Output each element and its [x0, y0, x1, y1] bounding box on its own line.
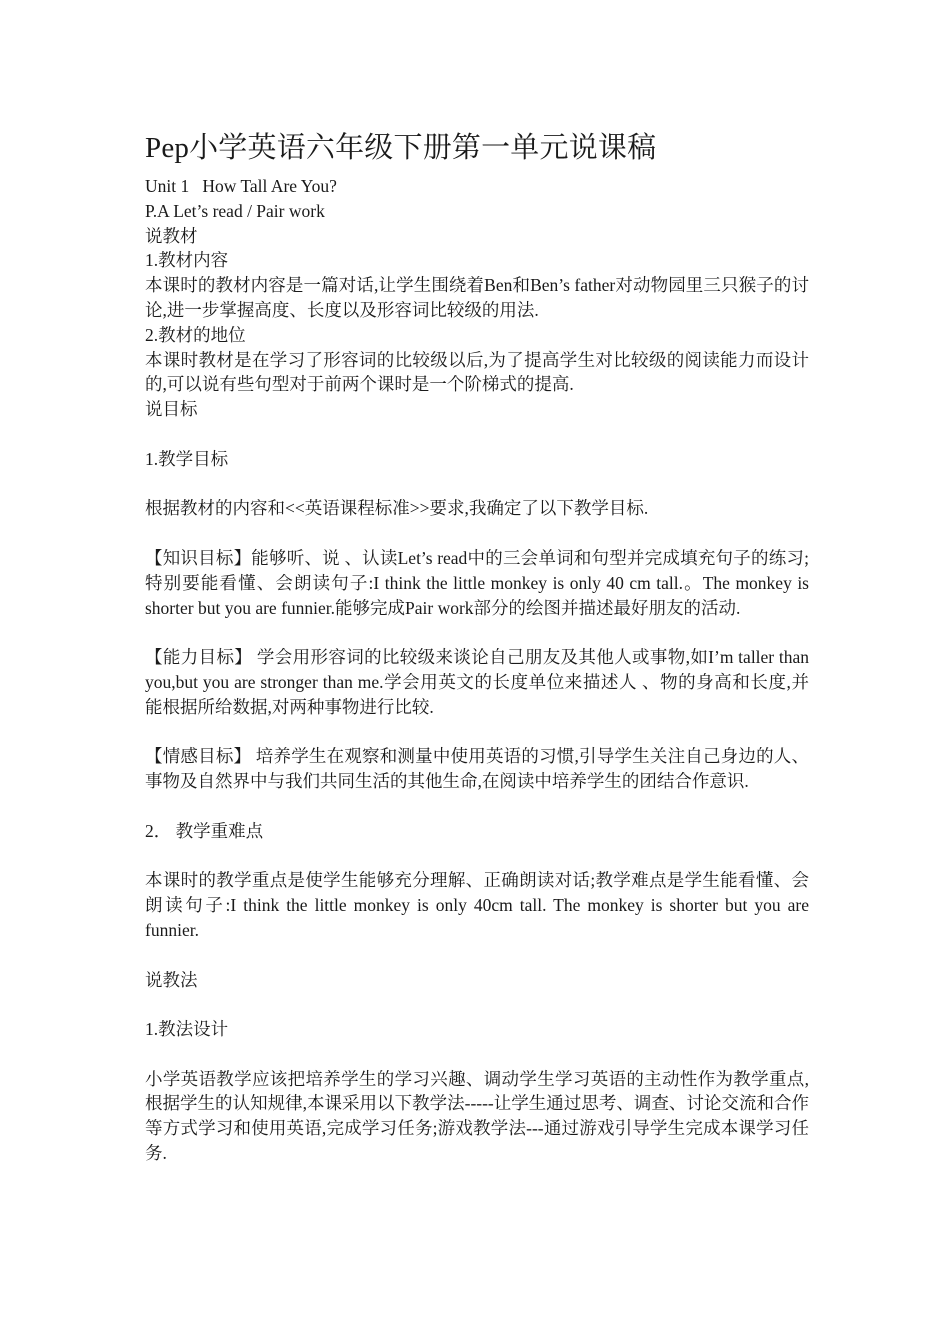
ability-goal-paragraph: 【能力目标】 学会用形容词的比较级来谈论自己朋友及其他人或事物,如I’m taller than you,but you are stronger than me.学会用英文的长度单位来描述人 、物的身高和长度,并能根据所给数据,对两种事物进行比较.	[145, 647, 809, 717]
goals-heading: 1.教学目标	[145, 448, 229, 469]
material-content-heading: 1.教材内容	[145, 250, 229, 271]
section-heading-methods: 说教法	[145, 969, 198, 990]
spacer	[145, 472, 809, 497]
spacer	[145, 794, 809, 819]
spacer	[145, 422, 809, 447]
spacer	[145, 521, 809, 546]
knowledge-goal-paragraph: 【知识目标】能够听、说 、认读Let’s read中的三会单词和句型并完成填充句子的练习;特别要能看懂、会朗读句子:I think the little monkey is only 40 cm tall.。The monkey is shorter but you are funnier.能够完成Pair work部分的绘图并描述最好朋友的活动.	[145, 547, 809, 618]
material-position-paragraph: 本课时教材是在学习了形容词的比较级以后,为了提高学生对比较级的阅读能力而设计的,可以说有些句型对于前两个课时是一个阶梯式的提高.	[145, 349, 809, 395]
spacer	[145, 992, 809, 1017]
material-position-heading: 2.教材的地位	[145, 324, 246, 345]
emotion-goal-paragraph: 【情感目标】 培养学生在观察和测量中使用英语的习惯,引导学生关注自己身边的人、 事物及自然界中与我们共同生活的其他生命,在阅读中培养学生的团结合作意识.	[145, 746, 809, 792]
section-heading-material: 说教材	[145, 225, 198, 246]
spacer	[145, 620, 809, 645]
key-points-heading: 2． 教学重难点	[145, 820, 264, 841]
section-heading-goals: 说目标	[145, 399, 198, 420]
spacer	[145, 720, 809, 745]
unit-line: Unit 1 How Tall Are You?	[145, 176, 337, 196]
methods-paragraph: 小学英语教学应该把培养学生的学习兴趣、调动学生学习英语的主动性作为教学重点,根据学生的认知规律,本课采用以下教学法-----让学生通过思考、调查、讨论交流和合作等方式学习和使用英语,完成学习任务;游戏教学法---通过游戏引导学生完成本课学习任务.	[145, 1068, 809, 1164]
spacer	[145, 943, 809, 968]
material-content-paragraph: 本课时的教材内容是一篇对话,让学生围绕着Ben和Ben’s father对动物园里三只猴子的讨论,进一步掌握高度、长度以及形容词比较级的用法.	[145, 275, 809, 320]
spacer	[145, 1042, 809, 1067]
spacer	[145, 844, 809, 869]
methods-heading: 1.教法设计	[145, 1019, 229, 1040]
goals-intro-paragraph: 根据教材的内容和<<英语课程标准>>要求,我确定了以下教学目标.	[145, 498, 649, 519]
part-line: P.A Let’s read / Pair work	[145, 200, 325, 221]
key-points-paragraph: 本课时的教学重点是使学生能够充分理解、正确朗读对话;教学难点是学生能看懂、会朗读句子:I think the little monkey is only 40cm tall. The monkey is shorter but you are funnier.	[145, 870, 809, 940]
document-title: Pep小学英语六年级下册第一单元说课稿	[145, 132, 657, 164]
document-page	[145, 128, 809, 1166]
